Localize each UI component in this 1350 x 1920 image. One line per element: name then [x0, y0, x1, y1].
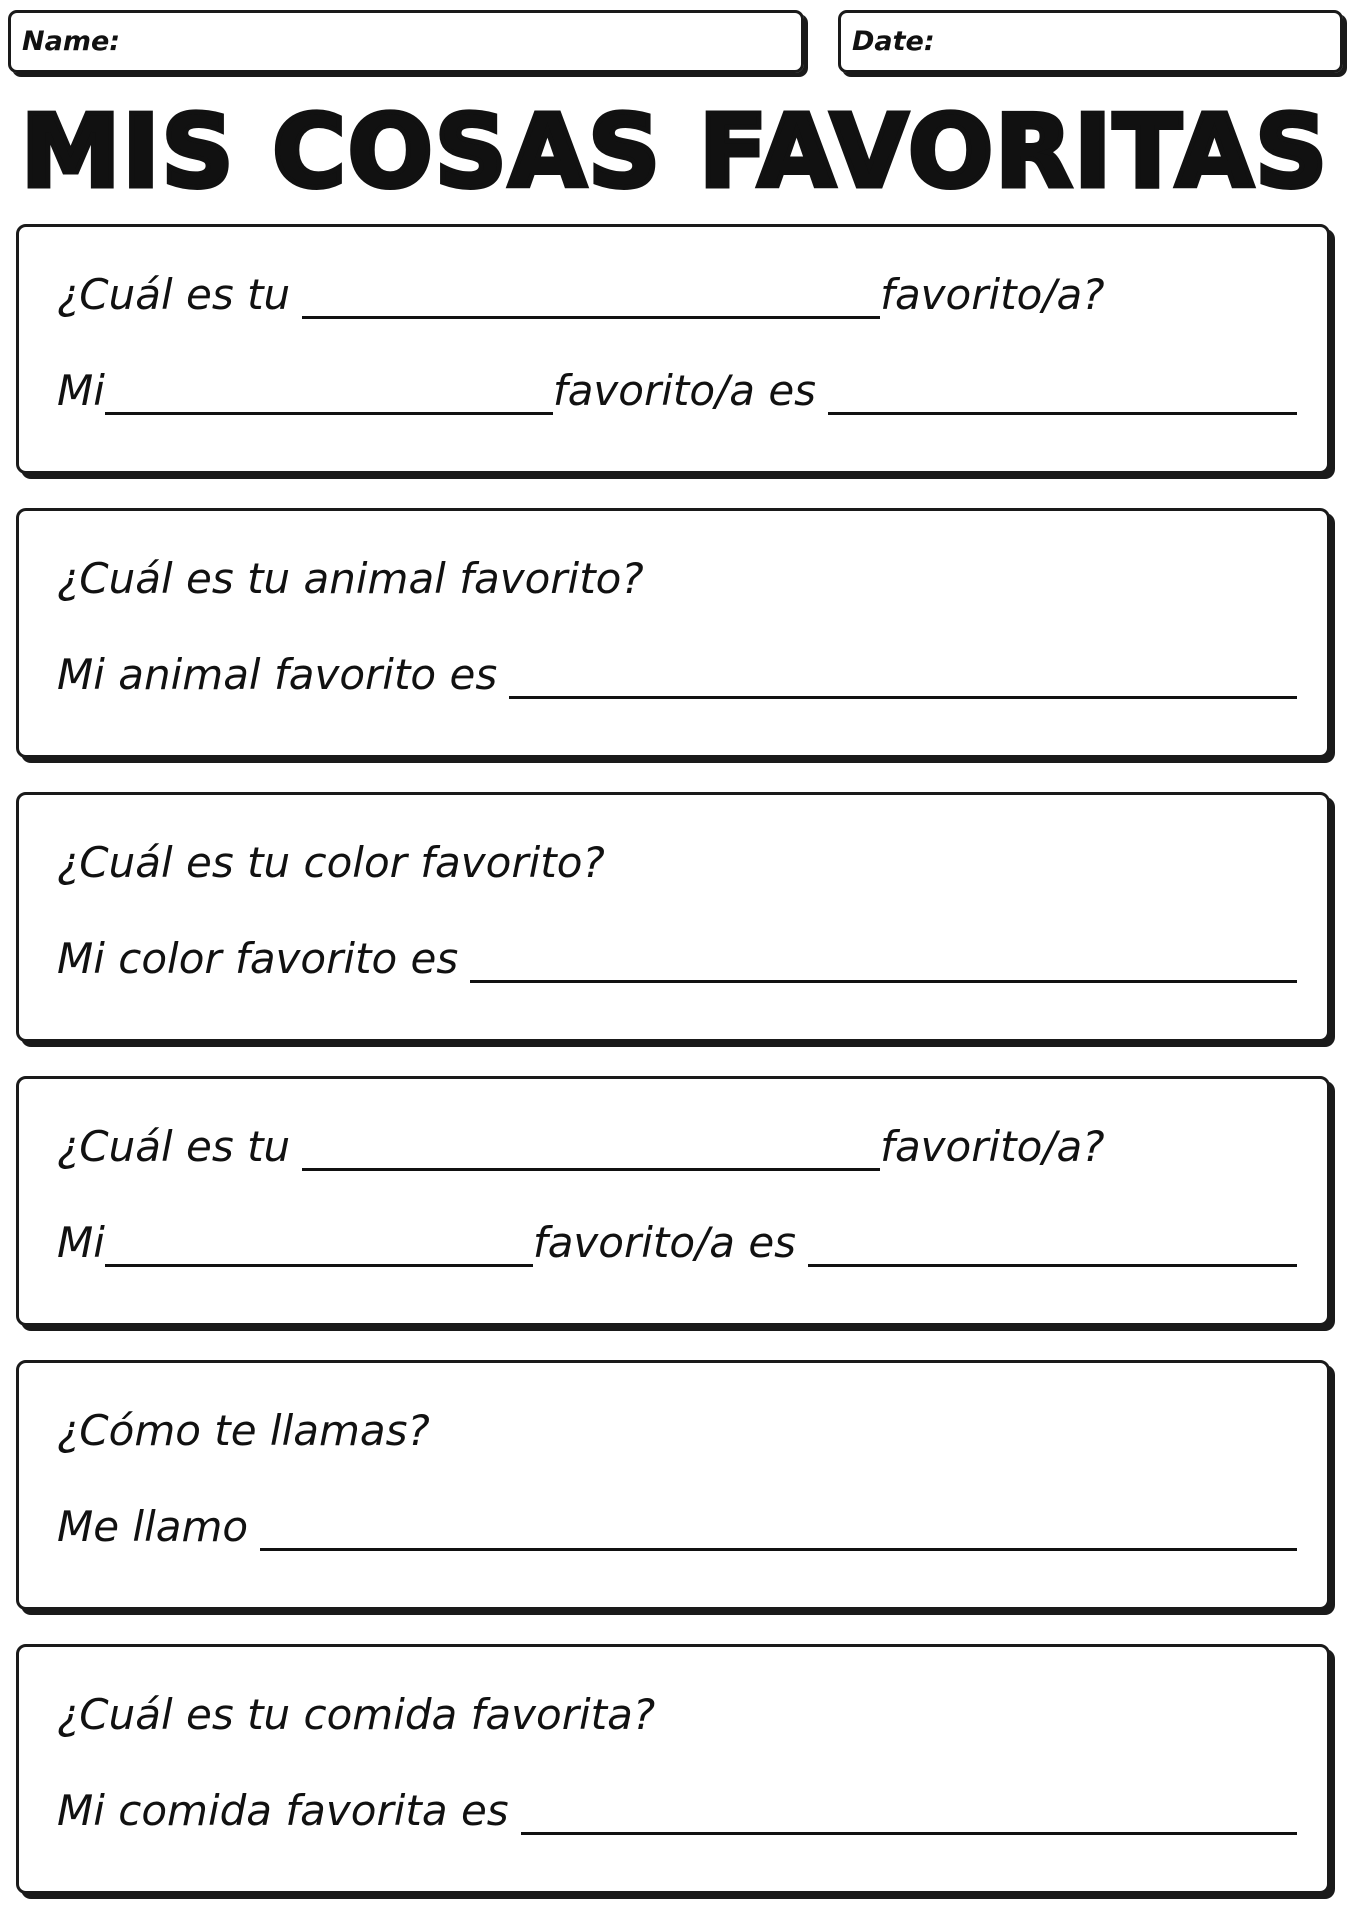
- answer-blank[interactable]: [509, 660, 1297, 699]
- question-text: ¿Cuál es tu animal favorito?: [57, 554, 644, 603]
- question-card-2: [16, 508, 1330, 758]
- answer-prefix: Mi: [57, 1218, 105, 1267]
- answer-middle: favorito/a es: [552, 366, 817, 415]
- name-label: Name:: [22, 26, 121, 57]
- topic-blank[interactable]: [105, 1228, 533, 1267]
- answer-prefix: Mi: [57, 366, 105, 415]
- question-line: [57, 553, 1297, 605]
- question-card-6: [16, 1644, 1330, 1894]
- answer-line: [57, 1785, 1297, 1837]
- answer-prefix: Mi animal favorito es: [57, 650, 498, 699]
- answer-line: [57, 649, 1297, 701]
- answer-line: [57, 365, 1297, 417]
- name-field[interactable]: [8, 10, 804, 73]
- question-card-3: [16, 792, 1330, 1042]
- question-prefix: ¿Cuál es tu: [57, 270, 291, 319]
- topic-blank[interactable]: [302, 1132, 880, 1171]
- topic-blank[interactable]: [105, 376, 553, 415]
- question-text: ¿Cómo te llamas?: [57, 1406, 430, 1455]
- answer-prefix: Mi comida favorita es: [57, 1786, 509, 1835]
- answer-blank[interactable]: [808, 1228, 1297, 1267]
- answer-blank[interactable]: [828, 376, 1297, 415]
- answer-prefix: Mi color favorito es: [57, 934, 459, 983]
- answer-blank[interactable]: [470, 944, 1297, 983]
- answer-blank[interactable]: [521, 1796, 1297, 1835]
- question-line: [57, 1405, 1297, 1457]
- question-line: [57, 837, 1297, 889]
- question-line: [57, 269, 1297, 321]
- question-text: ¿Cuál es tu color favorito?: [57, 838, 605, 887]
- question-prefix: ¿Cuál es tu: [57, 1122, 291, 1171]
- date-field[interactable]: [838, 10, 1343, 73]
- question-card-5: [16, 1360, 1330, 1610]
- answer-line: [57, 1501, 1297, 1553]
- question-suffix: favorito/a?: [880, 270, 1105, 319]
- date-label: Date:: [852, 26, 935, 57]
- page-title: MIS COSAS FAVORITAS: [20, 93, 1330, 210]
- question-card-4: [16, 1076, 1330, 1326]
- answer-middle: favorito/a es: [532, 1218, 797, 1267]
- question-card-1: [16, 224, 1330, 474]
- answer-prefix: Me llamo: [57, 1502, 249, 1551]
- question-line: [57, 1689, 1297, 1741]
- question-suffix: favorito/a?: [880, 1122, 1105, 1171]
- answer-line: [57, 1217, 1297, 1269]
- answer-blank[interactable]: [260, 1512, 1297, 1551]
- topic-blank[interactable]: [302, 280, 880, 319]
- question-text: ¿Cuál es tu comida favorita?: [57, 1690, 656, 1739]
- question-line: [57, 1121, 1297, 1173]
- answer-line: [57, 933, 1297, 985]
